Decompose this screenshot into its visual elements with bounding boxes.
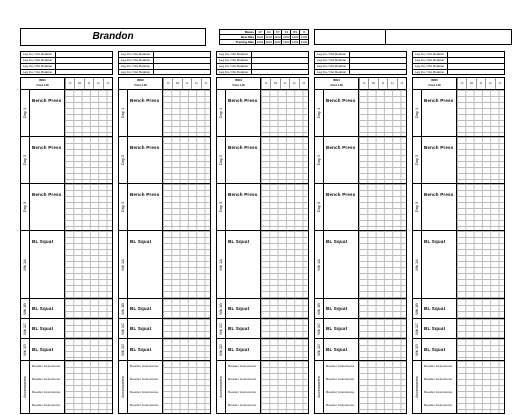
exercise-name: Bench Press [228,98,258,103]
day-label: Wk 1B [414,302,419,315]
day-label: Day 2 [120,154,125,166]
exercise-name: BL Squat [424,326,446,331]
exercise-name: Reader Assistance [32,364,61,368]
entry-grid[interactable] [456,184,504,230]
entry-grid[interactable] [456,90,504,136]
entry-grid[interactable] [162,361,210,413]
exercise-name: Reader Assistance [326,390,355,394]
entry-grid[interactable] [162,184,210,230]
sub-header: % [359,78,368,89]
day-block [216,299,309,319]
entry-grid[interactable] [456,361,504,413]
day-block [20,90,113,137]
day-label: Wk 1D [316,343,321,356]
week-label: WK5 [431,78,438,82]
day-label: Wk 1D [414,343,419,356]
rotation-row[interactable]: Leg Ins / Out Rotation [20,63,113,69]
exercise-name: Reader Assistance [228,377,257,381]
day-label: Accessories [414,376,419,398]
day-block [216,90,309,137]
exercise-name: BL Squat [130,326,152,331]
maxes-table [219,29,309,45]
core-lift-label: Core Lift [428,83,441,87]
week-label: WK2 [137,78,144,82]
column-header [412,77,505,90]
rotation-row[interactable]: Leg Ins / Out Rotation [20,51,113,57]
day-block [412,90,505,137]
day-label: Wk 1D [120,343,125,356]
exercise-name: Bench Press [32,192,62,197]
day-block [216,137,309,184]
day-block [20,319,113,339]
exercise-name: BL Squat [130,347,152,352]
sub-header: 1x [485,78,494,89]
rotation-list [216,51,309,75]
day-label: Wk 1C [120,322,125,335]
entry-grid[interactable] [162,90,210,136]
day-block [118,339,211,361]
rotation-row[interactable]: Leg Ins / Out Rotation [314,51,407,57]
exercise-name: BL Squat [228,326,250,331]
day-label: Wk 1D [218,343,223,356]
day-label: Day 3 [218,201,223,213]
day-block [20,231,113,299]
entry-grid[interactable] [162,339,210,360]
day-label: Day 3 [414,201,419,213]
entry-grid[interactable] [358,137,406,183]
day-label: Day 3 [120,201,125,213]
day-label: Wk 1A [218,258,223,271]
athlete-name: Brandon [20,28,206,46]
day-block [412,137,505,184]
exercise-name: BL Squat [130,239,152,244]
exercise-name: Bench Press [228,145,258,150]
entry-grid[interactable] [64,231,112,298]
day-block [20,339,113,361]
exercise-name: Bench Press [424,145,454,150]
day-label: Wk 1C [414,322,419,335]
table-row: Maxes 1P 1D TP 1S BS % [220,30,309,35]
entry-grid[interactable] [456,137,504,183]
day-label: Day 2 [414,154,419,166]
entry-grid[interactable] [64,137,112,183]
exercise-name: BL Squat [326,347,348,352]
entry-grid[interactable] [456,339,504,360]
entry-grid[interactable] [358,90,406,136]
entry-grid[interactable] [162,231,210,298]
exercise-name: BL Squat [32,347,54,352]
day-block [118,319,211,339]
day-label: Day 2 [218,154,223,166]
column-header [314,77,407,90]
column-header [118,77,211,90]
day-label: Day 1 [22,107,27,119]
exercise-name: Reader Assistance [326,364,355,368]
exercise-name: Reader Assistance [228,390,257,394]
entry-grid[interactable] [260,319,308,338]
exercise-name: Reader Assistance [326,377,355,381]
sub-header: Rx [270,78,279,89]
day-label: Accessories [120,376,125,398]
core-lift-label: Core Lift [134,83,147,87]
day-label: Day 3 [22,201,27,213]
exercise-name: Bench Press [326,192,356,197]
entry-grid[interactable] [260,339,308,360]
entry-grid[interactable] [456,319,504,338]
exercise-name: BL Squat [32,239,54,244]
exercise-name: BL Squat [424,306,446,311]
day-label: Wk 1C [316,322,321,335]
sub-header: % [103,78,112,89]
day-block [216,361,309,414]
day-label: Wk 1C [22,322,27,335]
entry-grid[interactable] [260,137,308,183]
day-label: Wk 1B [22,302,27,315]
table-row: Best Max 1102 1102 1102 1102 1102 1102 [220,35,309,40]
exercise-name: Reader Assistance [228,364,257,368]
rotation-row[interactable]: Leg Ins / Out Rotation [216,57,309,63]
entry-grid[interactable] [260,90,308,136]
rotation-row[interactable]: Leg Ins / Out Rotation [412,51,505,57]
day-block [314,184,407,231]
exercise-name: Reader Assistance [424,377,453,381]
day-block [412,184,505,231]
entry-grid[interactable] [260,184,308,230]
exercise-name: Bench Press [130,192,160,197]
day-block [216,339,309,361]
rotation-row[interactable]: Leg Ins / Out Rotation [118,51,211,57]
exercise-name: BL Squat [424,347,446,352]
rotation-row[interactable]: Leg Ins / Out Rotation [216,63,309,69]
week-label: WK4 [333,78,340,82]
day-label: Wk 1D [22,343,27,356]
sub-header: % [397,78,406,89]
day-label: Day 2 [316,154,321,166]
week-column [118,51,211,414]
day-block [412,339,505,361]
exercise-name: BL Squat [32,306,54,311]
day-label: Day 1 [120,107,125,119]
column-header [20,77,113,90]
rotation-list [118,51,211,75]
core-lift-label: Core Lift [330,83,343,87]
sub-header: % [201,78,210,89]
sub-header: % [299,78,308,89]
rotation-list [412,51,505,75]
day-block [412,319,505,339]
rotation-row[interactable]: Leg Ins / Out Rotation [412,57,505,63]
week-label: WK1 [39,78,46,82]
day-block [20,361,113,414]
exercise-name: Bench Press [326,145,356,150]
entry-grid[interactable] [64,319,112,338]
exercise-name: BL Squat [228,239,250,244]
exercise-name: Reader Assistance [326,403,355,407]
entry-grid[interactable] [358,184,406,230]
day-block [412,231,505,299]
exercise-name: BL Squat [326,239,348,244]
day-label: Day 1 [414,107,419,119]
rotation-row[interactable]: Leg Ins / Out Rotation [412,63,505,69]
sub-header: Rx [368,78,377,89]
day-block [314,319,407,339]
day-label: Accessories [316,376,321,398]
day-block [314,299,407,319]
exercise-name: BL Squat [228,347,250,352]
day-label: Day 1 [218,107,223,119]
week-column [314,51,407,414]
entry-grid[interactable] [260,299,308,318]
rotation-row[interactable]: Leg Ins / Out Rotation [20,57,113,63]
entry-grid[interactable] [358,319,406,338]
day-label: Wk 1A [22,258,27,271]
exercise-name: BL Squat [326,306,348,311]
rotation-row[interactable]: Leg Ins / Out Rotation [118,57,211,63]
sub-header: % [476,78,485,89]
sub-header: % [163,78,172,89]
entry-grid[interactable] [64,90,112,136]
day-block [118,137,211,184]
entry-grid[interactable] [64,299,112,318]
day-block [216,184,309,231]
exercise-name: Bench Press [130,98,160,103]
entry-grid[interactable] [260,231,308,298]
sub-header: % [261,78,270,89]
day-block [118,90,211,137]
day-label: Wk 1A [120,258,125,271]
core-lift-label: Core Lift [36,83,49,87]
entry-grid[interactable] [64,361,112,413]
day-label: Accessories [22,376,27,398]
exercise-name: Bench Press [32,98,62,103]
sub-header: 1x [191,78,200,89]
exercise-name: Reader Assistance [424,364,453,368]
day-block [314,231,407,299]
exercise-name: Reader Assistance [228,403,257,407]
week-column [412,51,505,414]
sub-header: % [65,78,74,89]
day-block [314,361,407,414]
entry-grid[interactable] [260,361,308,413]
entry-grid[interactable] [456,299,504,318]
exercise-name: Bench Press [424,192,454,197]
day-block [118,299,211,319]
rotation-row[interactable]: Leg Ins / Out Rotation [216,51,309,57]
rotation-row[interactable]: Leg Ins / Out Rotation [20,69,113,75]
day-label: Wk 1A [316,258,321,271]
core-lift-label: Core Lift [232,83,245,87]
week-column [20,51,113,414]
day-block [20,184,113,231]
day-block [20,299,113,319]
rotation-row[interactable]: Leg Ins / Out Rotation [118,69,211,75]
entry-grid[interactable] [162,299,210,318]
entry-grid[interactable] [64,339,112,360]
rotation-list [314,51,407,75]
exercise-name: Reader Assistance [424,403,453,407]
day-block [314,339,407,361]
day-block [314,90,407,137]
day-block [412,299,505,319]
sub-header: % [182,78,191,89]
table-row: Training Max 1102 1102 1102 1102 1102 1102 [220,40,309,45]
week-label: WK3 [235,78,242,82]
entry-grid[interactable] [358,299,406,318]
rotation-row[interactable]: Leg Ins / Out Rotation [216,69,309,75]
day-block [118,361,211,414]
day-label: Day 2 [22,154,27,166]
exercise-name: Reader Assistance [32,390,61,394]
week-column [216,51,309,414]
entry-grid[interactable] [358,231,406,298]
exercise-name: BL Squat [228,306,250,311]
exercise-name: Bench Press [130,145,160,150]
sub-header: % [280,78,289,89]
entry-grid[interactable] [162,137,210,183]
entry-grid[interactable] [162,319,210,338]
day-label: Day 1 [316,107,321,119]
rotation-row[interactable]: Leg Ins / Out Rotation [314,63,407,69]
exercise-name: Bench Press [228,192,258,197]
sub-header: Rx [466,78,475,89]
sub-header: % [378,78,387,89]
exercise-name: Reader Assistance [32,377,61,381]
sub-header: % [495,78,504,89]
day-block [118,231,211,299]
sub-header: % [84,78,93,89]
entry-grid[interactable] [358,361,406,413]
sub-header: Rx [172,78,181,89]
exercise-name: Reader Assistance [130,377,159,381]
day-label: Wk 1B [120,302,125,315]
exercise-name: BL Squat [326,326,348,331]
column-header [216,77,309,90]
rotation-row[interactable]: Leg Ins / Out Rotation [314,57,407,63]
day-label: Wk 1B [316,302,321,315]
sub-header: 1x [387,78,396,89]
entry-grid[interactable] [456,231,504,298]
notes-box[interactable] [314,29,512,45]
sub-header: Rx [74,78,83,89]
day-block [118,184,211,231]
day-block [20,137,113,184]
exercise-name: Reader Assistance [130,390,159,394]
exercise-name: BL Squat [424,239,446,244]
sub-header: % [457,78,466,89]
exercise-name: Bench Press [32,145,62,150]
exercise-name: BL Squat [32,326,54,331]
exercise-name: Bench Press [326,98,356,103]
rotation-row[interactable]: Leg Ins / Out Rotation [314,69,407,75]
day-label: Day 3 [316,201,321,213]
day-block [412,361,505,414]
day-label: Wk 1A [414,258,419,271]
day-label: Wk 1C [218,322,223,335]
exercise-name: Reader Assistance [130,403,159,407]
sub-header: 1x [93,78,102,89]
entry-grid[interactable] [358,339,406,360]
sub-header: 1x [289,78,298,89]
day-label: Wk 1B [218,302,223,315]
rotation-row[interactable]: Leg Ins / Out Rotation [412,69,505,75]
day-block [216,319,309,339]
exercise-name: Reader Assistance [130,364,159,368]
entry-grid[interactable] [64,184,112,230]
exercise-name: Reader Assistance [424,390,453,394]
day-block [314,137,407,184]
exercise-name: BL Squat [130,306,152,311]
exercise-name: Reader Assistance [32,403,61,407]
day-block [216,231,309,299]
day-label: Accessories [218,376,223,398]
exercise-name: Bench Press [424,98,454,103]
rotation-list [20,51,113,75]
rotation-row[interactable]: Leg Ins / Out Rotation [118,63,211,69]
